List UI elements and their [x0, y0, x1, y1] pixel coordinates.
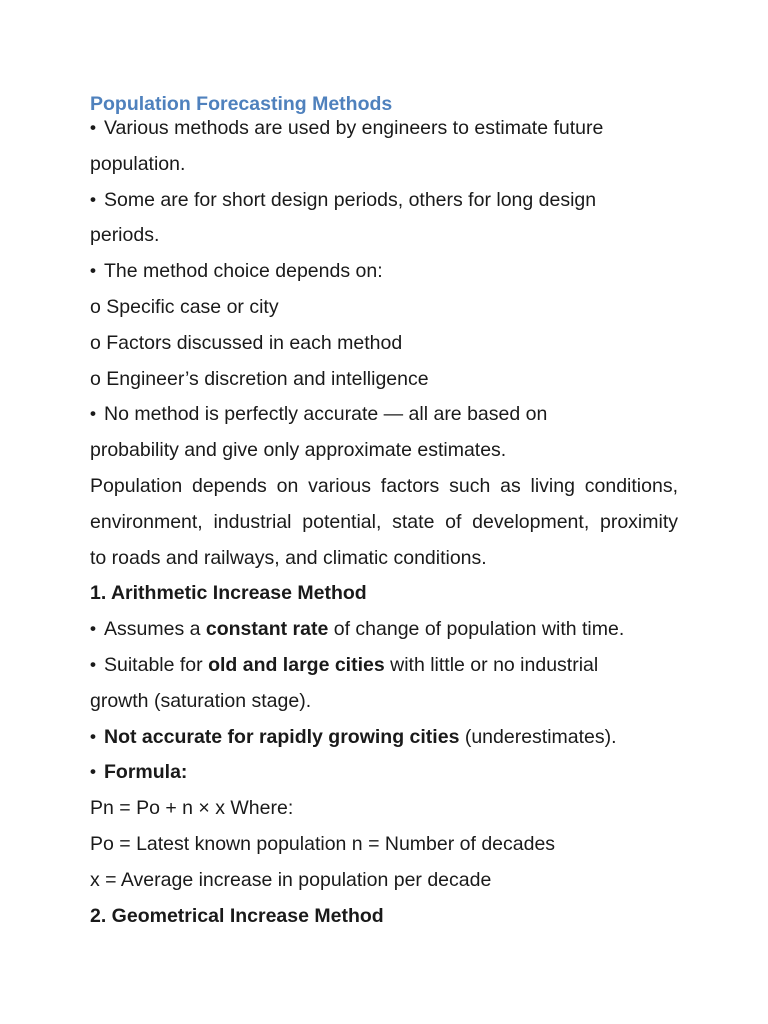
bullet-icon: •: [90, 261, 96, 280]
bullet-text: (underestimates).: [459, 726, 617, 748]
sub-item: o Factors discussed in each method: [90, 332, 403, 354]
bullet-item: [90, 656, 598, 676]
bullet-text: Various methods are used by engineers to estimate future: [104, 117, 604, 139]
sub-item: o Specific case or city: [90, 296, 279, 318]
text-line: periods.: [90, 224, 160, 246]
bold-text: Not accurate for rapidly growing cities: [104, 726, 460, 748]
bullet-item: [90, 191, 596, 211]
definition-line: Po = Latest known population n = Number of decades: [90, 833, 556, 855]
bullet-icon: •: [90, 190, 96, 209]
section-heading: 2. Geometrical Increase Method: [90, 905, 384, 927]
bullet-item: [90, 405, 547, 425]
bullet-item: [90, 119, 603, 139]
section-heading: 1. Arithmetic Increase Method: [90, 582, 367, 604]
paragraph-line: Population depends on various factors such as living conditions,: [90, 475, 678, 497]
bullet-icon: •: [90, 118, 96, 137]
bullet-icon: •: [90, 655, 96, 674]
document-title: Population Forecasting Methods: [90, 93, 393, 115]
bullet-text: Assumes a: [104, 618, 206, 640]
bold-text: constant rate: [205, 618, 329, 640]
bullet-icon: •: [90, 727, 96, 746]
paragraph-line: to roads and railways, and climatic conditions.: [90, 547, 487, 569]
bullet-text: The method choice depends on:: [104, 260, 383, 282]
bullet-text: with little or no industrial: [384, 654, 599, 676]
bold-text: Formula:: [104, 761, 188, 783]
bullet-item: [90, 728, 617, 748]
bullet-icon: •: [90, 762, 96, 781]
paragraph-line: environment, industrial potential, state of development, proximity: [90, 511, 678, 533]
bullet-icon: •: [90, 619, 96, 638]
text-line: population.: [90, 153, 186, 175]
bullet-text: No method is perfectly accurate — all are based on: [104, 403, 548, 425]
bullet-text: Some are for short design periods, others for long design: [104, 189, 597, 211]
bullet-item: [90, 763, 187, 783]
formula-line: Pn = Po + n × x Where:: [90, 797, 294, 819]
sub-item: o Engineer’s discretion and intelligence: [90, 368, 429, 390]
text-line: growth (saturation stage).: [90, 690, 312, 712]
bullet-item: [90, 620, 624, 640]
bullet-icon: •: [90, 404, 96, 423]
bullet-item: [90, 262, 383, 282]
bullet-text: of change of population with time.: [328, 618, 625, 640]
bold-text: old and large cities: [208, 654, 385, 676]
definition-line: x = Average increase in population per decade: [90, 869, 492, 891]
text-line: probability and give only approximate estimates.: [90, 439, 507, 461]
bullet-text: Suitable for: [104, 654, 209, 676]
